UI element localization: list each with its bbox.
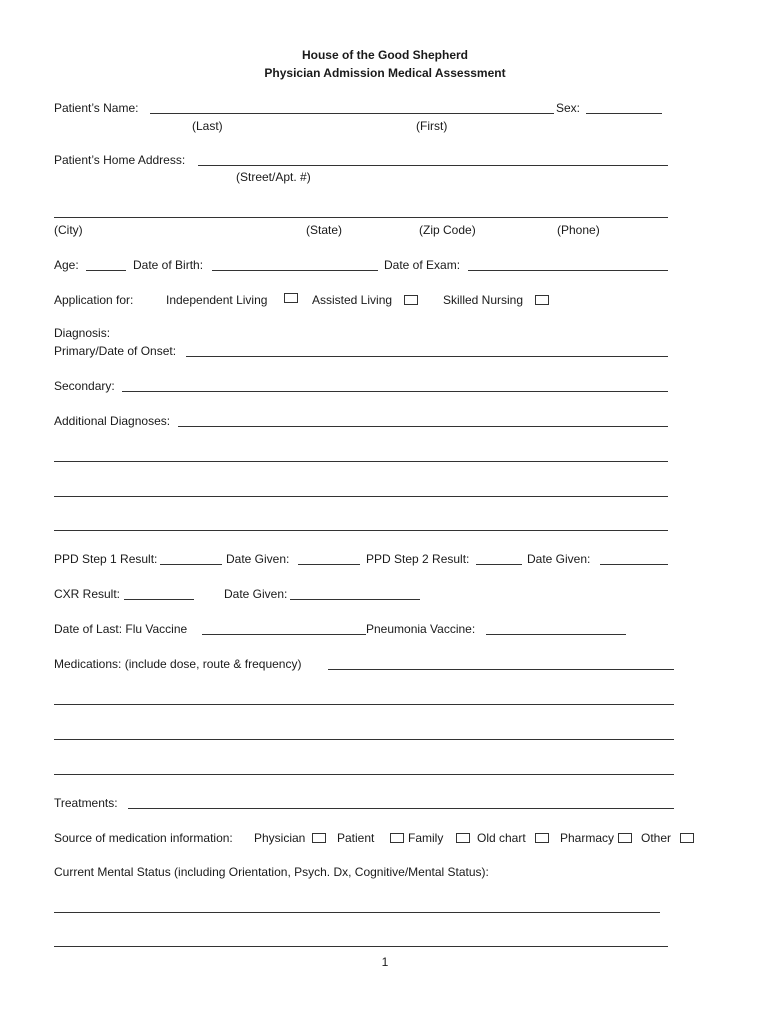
primary-diagnosis-field[interactable]	[186, 356, 668, 357]
street-caption: (Street/Apt. #)	[236, 170, 311, 184]
mental-status-line-2[interactable]	[54, 946, 668, 947]
age-field[interactable]	[86, 270, 126, 271]
patient-name-label: Patient’s Name:	[54, 101, 139, 115]
home-address-label: Patient’s Home Address:	[54, 153, 186, 167]
mental-status-line-1[interactable]	[54, 912, 660, 913]
source-pharmacy-label: Pharmacy	[560, 831, 615, 845]
cxr-result-field[interactable]	[124, 599, 194, 600]
ppd-step2-field[interactable]	[476, 564, 522, 565]
source-patient-label: Patient	[337, 831, 375, 845]
exam-date-field[interactable]	[468, 270, 668, 271]
source-pharmacy-checkbox[interactable]	[618, 833, 632, 843]
additional-diagnoses-field[interactable]	[178, 426, 668, 427]
application-label: Application for:	[54, 293, 134, 307]
assisted-living-checkbox[interactable]	[404, 295, 418, 305]
source-physician-checkbox[interactable]	[312, 833, 326, 843]
mental-status-label: Current Mental Status (including Orientation, Psych. Dx, Cognitive/Mental Status):	[54, 865, 489, 879]
medications-line-4[interactable]	[54, 774, 674, 775]
flu-vaccine-field[interactable]	[202, 634, 366, 635]
source-family-checkbox[interactable]	[456, 833, 470, 843]
additional-diagnoses-line-2[interactable]	[54, 461, 668, 462]
ppd-step2-date-field[interactable]	[600, 564, 668, 565]
medication-source-label: Source of medication information:	[54, 831, 233, 845]
skilled-nursing-checkbox[interactable]	[535, 295, 549, 305]
additional-diagnoses-line-4[interactable]	[54, 530, 668, 531]
exam-date-label: Date of Exam:	[384, 258, 461, 272]
medications-line-2[interactable]	[54, 704, 674, 705]
age-label: Age:	[54, 258, 79, 272]
medications-label: Medications: (include dose, route & frequency)	[54, 657, 302, 671]
form-subtitle: Physician Admission Medical Assessment	[264, 66, 506, 80]
form-title: House of the Good Shepherd	[301, 48, 468, 62]
additional-diagnoses-line-3[interactable]	[54, 496, 668, 497]
source-old-chart-label: Old chart	[477, 831, 526, 845]
ppd-step1-date-field[interactable]	[298, 564, 360, 565]
dob-label: Date of Birth:	[133, 258, 204, 272]
ppd-step2-label: PPD Step 2 Result:	[366, 552, 470, 566]
phone-caption: (Phone)	[557, 223, 600, 237]
ppd-step2-date-label: Date Given:	[527, 552, 591, 566]
cxr-date-label: Date Given:	[224, 587, 288, 601]
diagnosis-heading: Diagnosis:	[54, 326, 111, 340]
ppd-step1-label: PPD Step 1 Result:	[54, 552, 158, 566]
option-independent-living-label: Independent Living	[166, 293, 268, 307]
cxr-result-label: CXR Result:	[54, 587, 121, 601]
option-assisted-living-label: Assisted Living	[312, 293, 393, 307]
medications-field[interactable]	[328, 669, 674, 670]
treatments-label: Treatments:	[54, 796, 118, 810]
pneumonia-vaccine-label: Pneumonia Vaccine:	[366, 622, 476, 636]
source-old-chart-checkbox[interactable]	[535, 833, 549, 843]
ppd-step1-field[interactable]	[160, 564, 222, 565]
independent-living-checkbox[interactable]	[284, 293, 298, 303]
zip-caption: (Zip Code)	[419, 223, 476, 237]
city-caption: (City)	[54, 223, 83, 237]
source-family-label: Family	[408, 831, 444, 845]
sex-label: Sex:	[556, 101, 581, 115]
dob-field[interactable]	[212, 270, 378, 271]
cxr-date-field[interactable]	[290, 599, 420, 600]
primary-diagnosis-label: Primary/Date of Onset:	[54, 344, 177, 358]
secondary-diagnosis-field[interactable]	[122, 391, 668, 392]
patient-name-field[interactable]	[150, 113, 554, 114]
additional-diagnoses-label: Additional Diagnoses:	[54, 414, 171, 428]
treatments-field[interactable]	[128, 808, 674, 809]
sex-field[interactable]	[586, 113, 662, 114]
source-other-checkbox[interactable]	[680, 833, 694, 843]
city-state-zip-field[interactable]	[54, 217, 668, 218]
medications-line-3[interactable]	[54, 739, 674, 740]
first-name-caption: (First)	[416, 119, 448, 133]
page-number: 1	[381, 955, 389, 969]
state-caption: (State)	[306, 223, 343, 237]
source-patient-checkbox[interactable]	[390, 833, 404, 843]
last-name-caption: (Last)	[192, 119, 223, 133]
source-other-label: Other	[641, 831, 672, 845]
street-address-field[interactable]	[198, 165, 668, 166]
ppd-step1-date-label: Date Given:	[226, 552, 290, 566]
flu-vaccine-label: Date of Last: Flu Vaccine	[54, 622, 188, 636]
secondary-diagnosis-label: Secondary:	[54, 379, 115, 393]
source-physician-label: Physician	[254, 831, 306, 845]
pneumonia-vaccine-field[interactable]	[486, 634, 626, 635]
option-skilled-nursing-label: Skilled Nursing	[443, 293, 524, 307]
